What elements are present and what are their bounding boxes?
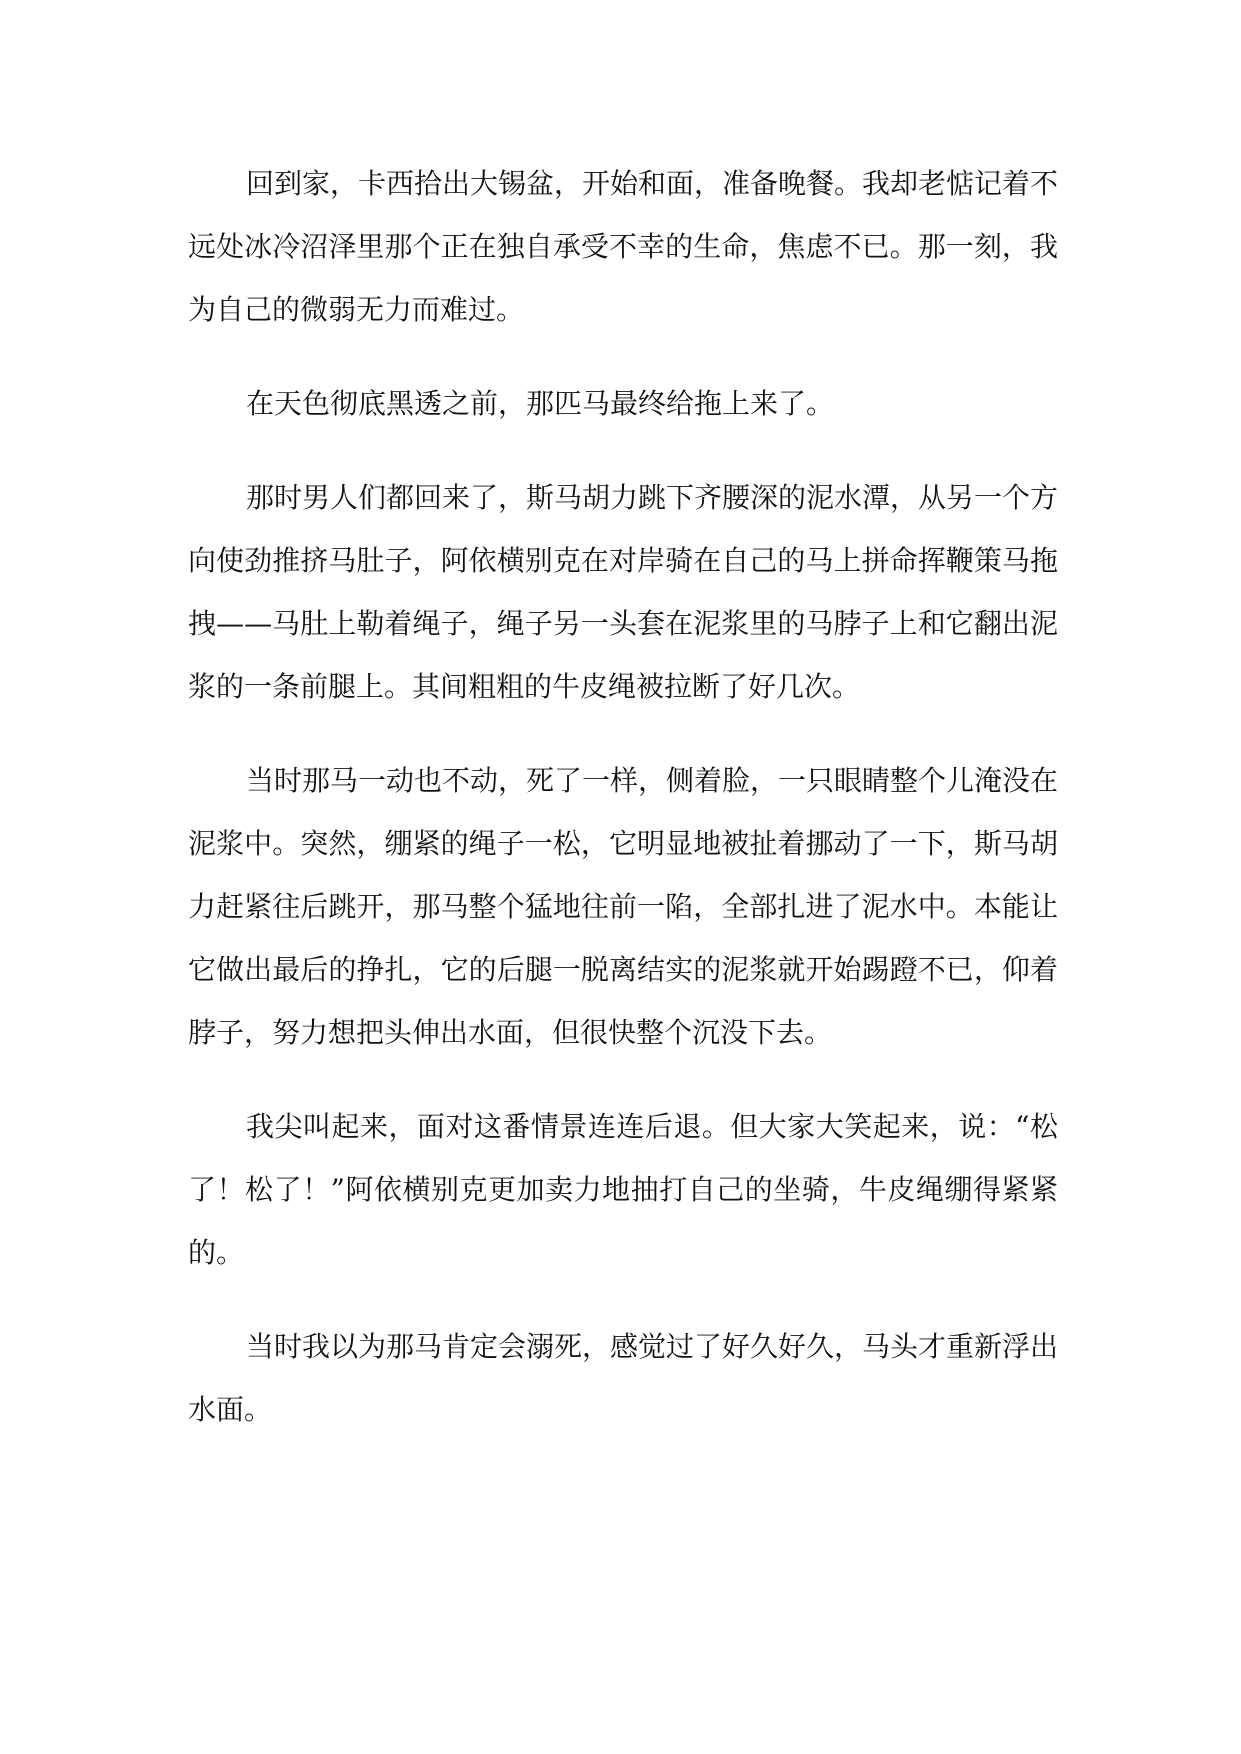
paragraph-spacer [188,341,1058,372]
paragraph-spacer [188,435,1058,466]
document-body [188,152,1058,1441]
paragraph-spacer [188,1284,1058,1315]
paragraph: 当时我以为那马肯定会溺死，感觉过了好久好久，马头才重新浮出水面。 [188,1330,1059,1426]
paragraph: 我尖叫起来，面对这番情景连连后退。但大家大笑起来，说：“松了！松了！”阿依横别克更加卖力地抽打自己的坐骑，牛皮绳绷得紧紧的。 [188,1110,1058,1269]
paragraph: 在天色彻底黑透之前，那匹马最终给拖上来了。 [246,387,835,420]
paragraph: 回到家，卡西拾出大锡盆，开始和面，准备晚餐。我却老惦记着不远处冰冷沼泽里那个正在独自承受不幸的生命，焦虑不已。那一刻，我为自己的微弱无力而难过。 [188,167,1059,326]
paragraph: 当时那马一动也不动，死了一样，侧着脸，一只眼睛整个儿淹没在泥浆中。突然，绷紧的绳子一松，它明显地被扯着挪动了一下，斯马胡力赶紧往后跳开，那马整个猛地往前一陷，全部扎进了泥水中。本能让它做出最后的挣扎，它的后腿一脱离结实的泥浆就开始踢蹬不已，仰着脖子，努力想把头伸出水面，但很快整个沉没下去。 [188,764,1059,1049]
paragraph-spacer [188,1064,1058,1095]
paragraph-spacer [188,718,1058,749]
paragraph: 那时男人们都回来了，斯马胡力跳下齐腰深的泥水潭，从另一个方向使劲推挤马肚子，阿依横别克在对岸骑在自己的马上拼命挥鞭策马拖拽——马肚上勒着绳子，绳子另一头套在泥浆里的马脖子上和它翻出泥浆的一条前腿上。其间粗粗的牛皮绳被拉断了好几次。 [188,481,1059,703]
